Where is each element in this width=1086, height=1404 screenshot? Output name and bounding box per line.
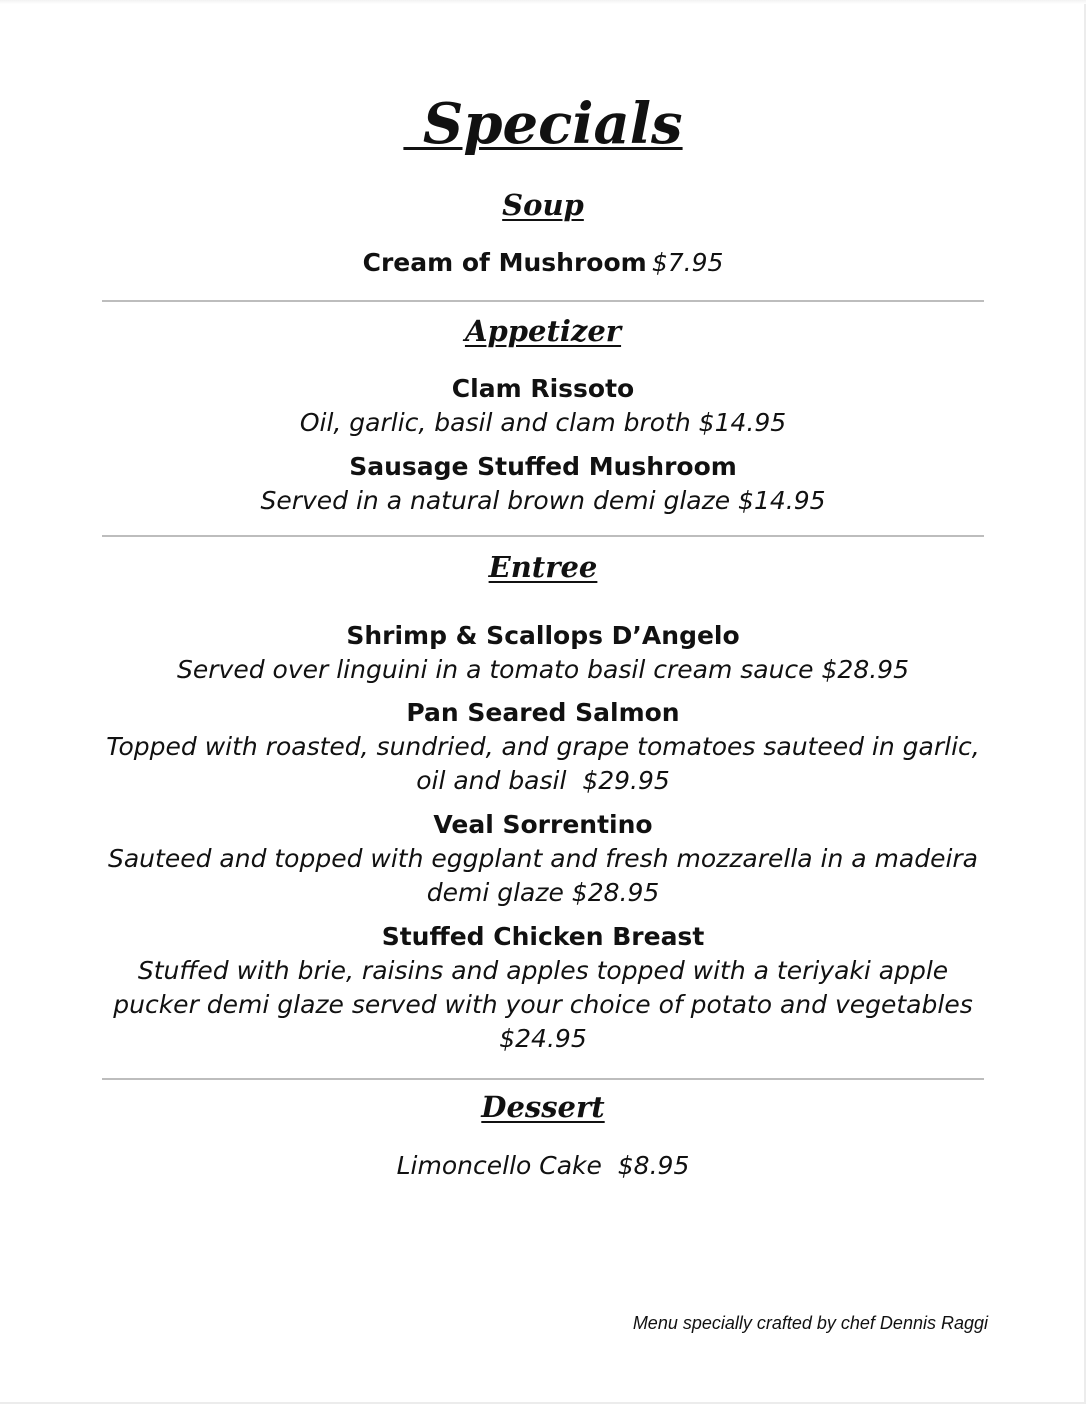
section-divider bbox=[102, 1078, 984, 1080]
top-edge-shadow bbox=[0, 0, 1086, 4]
menu-item-pan-seared-salmon bbox=[102, 696, 988, 798]
section-divider bbox=[102, 535, 984, 537]
menu-item-description: Stuffed with brie, raisins and apples topped with a teriyaki apple pucker demi glaze served with your choice of potato and vegetables $24.95 bbox=[113, 956, 981, 1053]
menu-item-description: Limoncello Cake $8.95 bbox=[396, 1151, 690, 1180]
menu-item-name: Clam Rissoto bbox=[451, 374, 635, 403]
page-title: Specials bbox=[403, 91, 683, 157]
section-heading-appetizer: Appetizer bbox=[464, 314, 622, 348]
menu-item-description: Oil, garlic, basil and clam broth $14.95 bbox=[299, 408, 787, 437]
section-divider bbox=[102, 300, 984, 302]
menu-item-name: Stuffed Chicken Breast bbox=[381, 922, 705, 951]
chef-credit: Menu specially crafted by chef Dennis Raggi bbox=[632, 1313, 988, 1333]
menu-item-sausage-stuffed-mushroom bbox=[102, 450, 984, 518]
menu-item-name: Sausage Stuffed Mushroom bbox=[349, 452, 737, 481]
menu-item-veal-sorrentino bbox=[102, 808, 984, 910]
menu-item-price: $7.95 bbox=[651, 248, 724, 277]
section-heading-soup: Soup bbox=[502, 188, 584, 222]
menu-item-clam-rissoto bbox=[102, 372, 984, 440]
menu-item-description: Topped with roasted, sundried, and grape tomatoes sauteed in garlic, oil and basil $29.95 bbox=[106, 732, 988, 795]
menu-item-description: Sauteed and topped with eggplant and fresh mozzarella in a madeira demi glaze $28.95 bbox=[107, 844, 986, 907]
menu-item-name: Veal Sorrentino bbox=[433, 810, 653, 839]
menu-item-name: Cream of Mushroom bbox=[362, 248, 647, 277]
menu-item-cream-of-mushroom bbox=[102, 246, 984, 280]
menu-item-name: Pan Seared Salmon bbox=[406, 698, 680, 727]
menu-item-description: Served over linguini in a tomato basil cream sauce $28.95 bbox=[177, 655, 909, 684]
menu-item-stuffed-chicken-breast bbox=[112, 920, 981, 1056]
menu-item-name: Shrimp & Scallops D’Angelo bbox=[346, 621, 740, 650]
menu-item-shrimp-scallops bbox=[102, 619, 984, 687]
menu-item-limoncello-cake bbox=[102, 1149, 984, 1183]
section-heading-dessert: Dessert bbox=[481, 1090, 605, 1124]
section-heading-entree: Entree bbox=[488, 550, 598, 584]
menu-item-description: Served in a natural brown demi glaze $14.95 bbox=[260, 486, 826, 515]
